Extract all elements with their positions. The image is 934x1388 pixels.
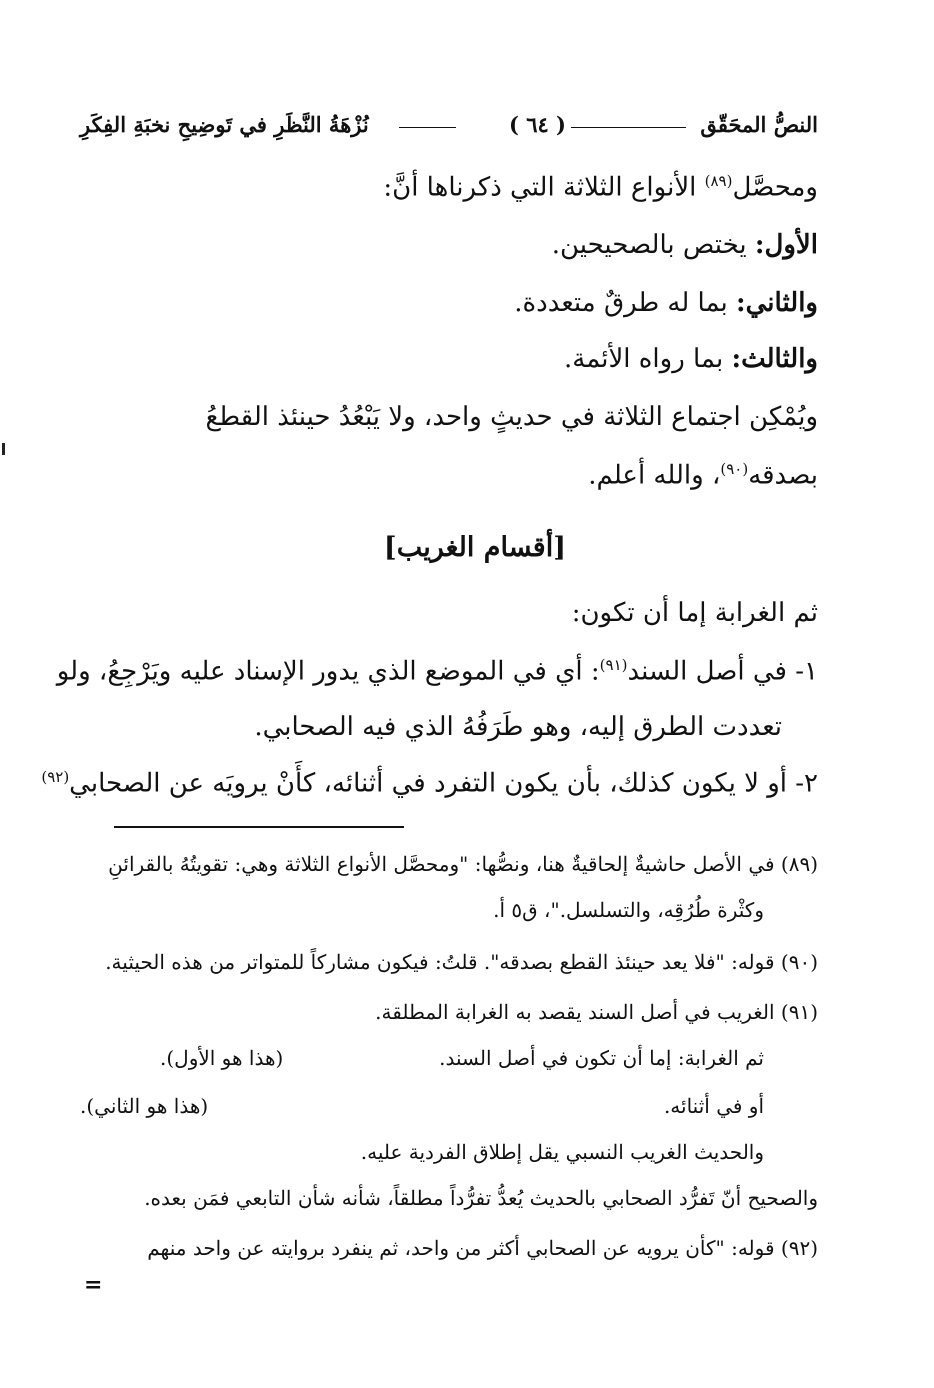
footnote-91-row-1: ثم الغرابة: إما أن تكون في أصل السند. — [439, 1046, 764, 1070]
footnote-91-row-2-note: (هذا هو الثاني). — [80, 1094, 209, 1118]
header-book-title: نُزْهَةُ النَّظَرِ في تَوضِيحِ نخبَةِ الفِكَرِ — [80, 112, 369, 137]
footnote-ref-91: (٩١) — [599, 656, 628, 674]
footnote-89: (٨٩) في الأصل حاشيةٌ إلحاقيةٌ هنا، ونصُّها: "ومحصَّل الأنواع الثلاثة وهي: تقويتُهُ بالقرائنِ — [108, 852, 818, 876]
gharib-item-2: ٢- أو لا يكون كذلك، بأن يكون التفرد في أثنائه، كأَنْ يرويَه عن الصحابي$^{(٩٢)}$ — [41, 768, 818, 799]
paragraph-line: ويُمْكِن اجتماع الثلاثة في حديثٍ واحد، ولا يَبْعُدُ حينئذ القطعُ — [205, 402, 818, 432]
header-section-title: النصُّ المحَقّق — [700, 112, 818, 137]
section-heading: [أقسام الغريب] — [383, 532, 566, 563]
footnote-ref-92: (٩٢) — [41, 768, 70, 786]
footnote-91-row-1-note: (هذا هو الأول). — [160, 1046, 284, 1070]
footnote-ref-89: (٨٩) — [704, 172, 733, 190]
page-number: ( ٦٤ ) — [508, 112, 566, 137]
footnote-91: (٩١) الغريب في أصل السند يقصد به الغرابة المطلقة. — [375, 1000, 818, 1024]
footnote-91-row-2: أو في أثنائه. — [663, 1094, 764, 1118]
gharib-item-1-cont: تعددت الطرق إليه، وهو طَرَفُهُ الذي فيه الصحابي. — [254, 712, 782, 742]
footnote-91-line: والحديث الغريب النسبي يقل إطلاق الفردية عليه. — [360, 1140, 764, 1164]
list-item-second: والثاني: بما له طرقٌ متعددة. — [514, 288, 818, 318]
continuation-mark: = — [84, 1272, 103, 1298]
body-line-1: ومحصَّل$^{(٨٩)}$ الأنواع الثلاثة التي ذكرناها أنَّ: — [383, 172, 818, 203]
header-rule-left — [399, 127, 456, 128]
list-item-third: والثالث: بما رواه الأئمة. — [564, 344, 818, 374]
footnote-89-cont: وكثْرة طُرُقِه، والتسلسل."، ق٥ أ. — [493, 898, 764, 922]
header-rule-right — [571, 127, 686, 128]
footnote-ref-90: (٩٠) — [720, 460, 749, 478]
footnote-91-line: والصحيح أنّ تَفرُّد الصحابي بالحديث يُعدُّ تفرُّداً مطلقاً، شأنه شأن التابعي فمَن بعده. — [144, 1186, 818, 1210]
footnote-90: (٩٠) قوله: "فلا يعد حينئذ القطع بصدقه". قلتُ: فيكون مشاركاً للمتواتر من هذه الحيثية. — [105, 950, 818, 974]
gharib-intro: ثم الغرابة إما أن تكون: — [571, 598, 818, 628]
footnote-92: (٩٢) قوله: "كأن يرويه عن الصحابي أكثر من واحد، ثم ينفرد بروايته عن واحد منهم — [147, 1236, 818, 1260]
paragraph-line: بصدقه$^{(٩٠)}$، والله أعلم. — [588, 460, 818, 491]
gharib-item-1: ١- في أصل السند$^{(٩١)}$: أي في الموضع الذي يدور الإسناد عليه ويَرْجِعُ، ولو — [56, 656, 818, 687]
list-item-first: الأول: يختص بالصحيحين. — [551, 230, 818, 260]
footnote-separator — [114, 826, 404, 828]
scan-edge-mark — [2, 443, 5, 455]
